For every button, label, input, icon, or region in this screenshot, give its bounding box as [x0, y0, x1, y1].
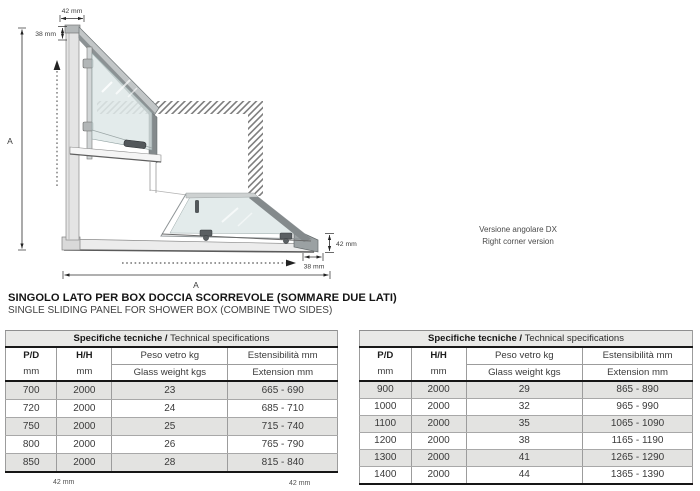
table-cell: 765 - 790: [228, 436, 338, 454]
table-cell: 41: [466, 450, 583, 467]
table-cell: 800: [6, 436, 57, 454]
column-header: Estensibilità mm: [583, 347, 693, 365]
table-cell: 1400: [360, 467, 412, 485]
table-cell: 2000: [57, 454, 112, 473]
table-cell: 2000: [411, 467, 466, 485]
table-row: [6, 436, 338, 454]
table-cell: 38: [466, 433, 583, 450]
table-row: [360, 381, 693, 399]
table-row: [360, 399, 693, 416]
dim-profile-width-right: [303, 253, 325, 271]
column-header-sub: Extension mm: [228, 365, 338, 382]
table-cell: 2000: [57, 381, 112, 400]
slide-arrow-vertical: [54, 60, 61, 186]
table-cell: 815 - 840: [228, 454, 338, 473]
table-cell: 1100: [360, 416, 412, 433]
section-heading: [8, 292, 397, 317]
shower-corner-diagram: [0, 0, 372, 292]
table-cell: 1300: [360, 450, 412, 467]
dim-A-left: [7, 28, 26, 250]
table-cell: 720: [6, 400, 57, 418]
table-cell: 1065 - 1090: [583, 416, 693, 433]
dim-profile-height-right: [325, 234, 357, 253]
table-cell: 1000: [360, 399, 412, 416]
dim-profile-width-top: [60, 8, 84, 22]
version-caption: [447, 224, 589, 247]
cropped-dim-label-1: 42 mm: [53, 479, 75, 486]
spec-table-large-sizes: [359, 330, 693, 485]
table-row: [6, 381, 338, 400]
spec-table: [5, 330, 338, 473]
column-header: H/H: [57, 347, 112, 365]
table-row: [360, 416, 693, 433]
dim-label: A: [7, 136, 13, 146]
table-cell: 26: [112, 436, 228, 454]
table-cell: 25: [112, 418, 228, 436]
dim-label: A: [193, 280, 199, 290]
table-cell: 2000: [411, 450, 466, 467]
wall-hatch: [148, 101, 263, 196]
caption-line-en: Right corner version: [482, 236, 554, 246]
column-header: P/D: [6, 347, 57, 365]
table-cell: 1200: [360, 433, 412, 450]
table-row: [6, 400, 338, 418]
table-cell: 24: [112, 400, 228, 418]
table-row: [360, 450, 693, 467]
column-header: Estensibilità mm: [228, 347, 338, 365]
column-header-sub: Extension mm: [583, 365, 693, 382]
wall-profile-post: [65, 25, 80, 240]
table-cell: 700: [6, 381, 57, 400]
table-cell: 29: [466, 381, 583, 399]
column-header-sub: mm: [6, 365, 57, 382]
table-cell: 850: [6, 454, 57, 473]
hinge-top: [83, 59, 93, 68]
table-title: Specifiche tecniche / Technical specifications: [360, 331, 693, 348]
back-floor-edge: [150, 190, 187, 195]
column-header-sub: mm: [360, 365, 412, 382]
hinge-bottom: [83, 122, 93, 131]
dim-label: 38 mm: [303, 263, 325, 271]
table-cell: 28: [112, 454, 228, 473]
cropped-dim-label-2: 42 mm: [289, 480, 311, 487]
title-italian: SINGOLO LATO PER BOX DOCCIA SCORREVOLE (SOMMARE DUE LATI): [8, 292, 397, 304]
table-cell: 1265 - 1290: [583, 450, 693, 467]
table-cell: 2000: [411, 416, 466, 433]
column-header: Peso vetro kg: [466, 347, 583, 365]
table-row: [360, 433, 693, 450]
dim-profile-height-top: [35, 27, 67, 41]
table-cell: 865 - 890: [583, 381, 693, 399]
caption-line-it: Versione angolare DX: [479, 225, 557, 234]
spec-table-small-sizes: [5, 330, 338, 473]
table-cell: 2000: [411, 381, 466, 399]
lower-glass-panel: [161, 193, 311, 244]
column-header: H/H: [411, 347, 466, 365]
column-header-sub: Glass weight kgs: [466, 365, 583, 382]
table-cell: 665 - 690: [228, 381, 338, 400]
table-cell: 2000: [57, 400, 112, 418]
table-row: [6, 454, 338, 473]
column-header-sub: mm: [57, 365, 112, 382]
table-cell: 900: [360, 381, 412, 399]
table-row: [6, 418, 338, 436]
column-header: P/D: [360, 347, 412, 365]
dim-A-bottom: [63, 271, 330, 290]
table-cell: 750: [6, 418, 57, 436]
table-cell: 1165 - 1190: [583, 433, 693, 450]
table-cell: 2000: [411, 399, 466, 416]
table-cell: 35: [466, 416, 583, 433]
table-cell: 23: [112, 381, 228, 400]
column-header-sub: mm: [411, 365, 466, 382]
table-cell: 2000: [57, 418, 112, 436]
slide-arrow-horizontal: [122, 260, 296, 267]
dim-label: 42 mm: [336, 241, 357, 248]
door-handle: [195, 200, 199, 213]
table-cell: 2000: [411, 433, 466, 450]
dim-label: 38 mm: [35, 31, 56, 38]
spec-table: [359, 330, 693, 485]
column-header: Peso vetro kg: [112, 347, 228, 365]
table-cell: 1365 - 1390: [583, 467, 693, 485]
title-english: SINGLE SLIDING PANEL FOR SHOWER BOX (COMBINE TWO SIDES): [8, 305, 333, 316]
table-cell: 685 - 710: [228, 400, 338, 418]
table-title: Specifiche tecniche / Technical specifications: [6, 331, 338, 348]
table-cell: 715 - 740: [228, 418, 338, 436]
table-cell: 2000: [57, 436, 112, 454]
table-row: [360, 467, 693, 485]
table-cell: 32: [466, 399, 583, 416]
table-cell: 965 - 990: [583, 399, 693, 416]
column-header-sub: Glass weight kgs: [112, 365, 228, 382]
dim-label: 42 mm: [61, 8, 83, 15]
table-cell: 44: [466, 467, 583, 485]
